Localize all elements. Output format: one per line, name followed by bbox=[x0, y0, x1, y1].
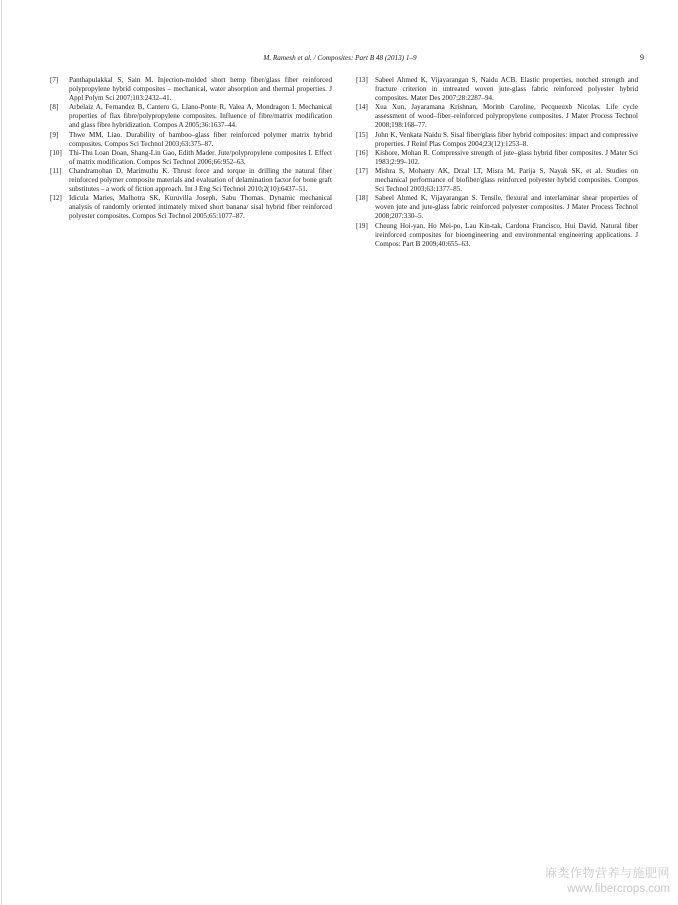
reference-item bbox=[356, 149, 638, 167]
reference-text: Kishore, Mohan R. Compressive strength of jute–glass hybrid fiber composites. J Mater Sci 1983;2:99–102. bbox=[375, 148, 638, 166]
reference-number: [10] bbox=[50, 148, 62, 157]
reference-text: Idicula Maries, Malhotra SK, Kuruvilla Joseph, Sabu Thomas. Dynamic mechanical analysis of randomly oriented intimately mixed short banana/ sisal hybrid fiber reinforced polyester composites. Compos Sci Technol 2005;65:1077–87. bbox=[69, 194, 332, 221]
reference-text: Cheung Hoi-yan, Ho Mei-po, Lau Kin-tak, Cardona Francisco, Hui David. Natural fiber ireinforced composites for bioengineering and environmental engineering applications. J Compos: Part B 2009;40:655–63. bbox=[375, 221, 638, 248]
reference-text: Mishra S, Mohanty AK, Drzal LT, Misra M, Parija S, Nayak SK, et al. Studies on mechanical performance of biofiber/glass reinforced polyester hybrid composites. Compos Sci Technol 2003;63:1377–85. bbox=[375, 166, 638, 194]
reference-number: [13] bbox=[356, 76, 368, 84]
reference-number: [19] bbox=[356, 221, 368, 230]
reference-item bbox=[356, 76, 638, 103]
reference-number: [15] bbox=[356, 130, 368, 139]
reference-number: [14] bbox=[356, 103, 368, 112]
reference-item bbox=[356, 167, 638, 194]
reference-item bbox=[50, 194, 332, 221]
reference-text: Sabeel Ahmed K, Vijayarangan S, Naidu ACB. Elastic properties, notched strength and fracture criterion in untreated woven jute-glass fabric reinforced polyester hybrid composites. Mater Des 2007;28:2287–94. bbox=[375, 76, 638, 103]
reference-text: Panthapulakkal S, Sain M. Injection-molded short hemp fiber/glass fiber reinforced polypropylene hybrid composites – mechanical, water absorption and thermal properties. J Appl Polym Sci 2007;103:2432–41. bbox=[69, 76, 332, 103]
watermark-url: www.fibercrops.com bbox=[567, 883, 670, 895]
reference-item bbox=[50, 149, 332, 167]
page-number: 9 bbox=[640, 53, 644, 62]
reference-item bbox=[50, 103, 332, 130]
reference-number: [17] bbox=[356, 166, 368, 175]
reference-text: John K, Venkata Naidu S. Sisal fiber/glass fiber hybrid composites: impact and compressive properties. J Reinf Plas Compos 2004;23(12):1253–8. bbox=[375, 130, 638, 148]
reference-number: [16] bbox=[356, 148, 368, 157]
reference-text: Chandramohan D, Marimuthu K. Thrust force and torque in drilling the natural fiber reinforced polymer composite materials and evaluation of delamination factor for bone graft substitutes – a work of fiction approach. Int J Eng Sci Technol 2010;2(10):6437–51. bbox=[69, 166, 332, 194]
reference-item bbox=[356, 131, 638, 149]
reference-number: [8] bbox=[50, 103, 59, 112]
running-header: M. Ramesh et al. / Composites: Part B 48 (2013) 1–9 bbox=[263, 54, 417, 62]
reference-number: [7] bbox=[50, 76, 59, 84]
reference-item bbox=[356, 222, 638, 249]
page-edge-line bbox=[1, 0, 2, 905]
reference-item bbox=[50, 167, 332, 194]
reference-number: [9] bbox=[50, 130, 59, 139]
site-watermark bbox=[530, 864, 670, 895]
reference-text: Arbelaiz A, Fernandez B, Cantero G, Llano-Ponte R, Valea A, Mondragon I. Mechanical properties of flax fibre/polypropylene composites. Influence of fibre/matrix modification and glass fibre hybridization. Compos A 2005;36:1637–44. bbox=[69, 103, 332, 130]
reference-item bbox=[356, 103, 638, 130]
reference-text: Xua Xun, Jayaramana Krishnan, Morinb Caroline, Pecqueuxb Nicolas. Life cycle assessment of wood–fiber–reinforced polypropylene composites. J Mater Process Technol 2008;198:168–77. bbox=[375, 103, 638, 130]
reference-item bbox=[50, 76, 332, 103]
reference-text: Thwe MM, Liao. Durability of bamboo–glass fiber reinforced polymer matrix hybrid composites. Compos Sci Technol 2003;63:375–87. bbox=[69, 130, 332, 148]
reference-number: [18] bbox=[356, 194, 368, 203]
references-right-column bbox=[356, 76, 638, 249]
references-left-column bbox=[50, 76, 332, 222]
reference-text: Thi-Thu Loan Doan, Shang-Lin Gao, Edith Mader. Jute/polypropylene composites I. Effect of matrix modification. Compos Sci Technol 2006;66:952–63. bbox=[69, 148, 332, 166]
reference-number: [11] bbox=[50, 166, 62, 175]
reference-item bbox=[50, 131, 332, 149]
reference-text: Sabeel Ahmed K, Vijayarangan S. Tensile, flexural and interlaminar shear properties of woven jute and jute-glass fabric reinforced polyester composites. J Mater Process Technol 2008;207:330–5. bbox=[375, 194, 638, 221]
watermark-chinese-text: 麻类作物营养与施肥网 bbox=[544, 866, 670, 880]
reference-item bbox=[356, 194, 638, 221]
reference-number: [12] bbox=[50, 194, 62, 203]
